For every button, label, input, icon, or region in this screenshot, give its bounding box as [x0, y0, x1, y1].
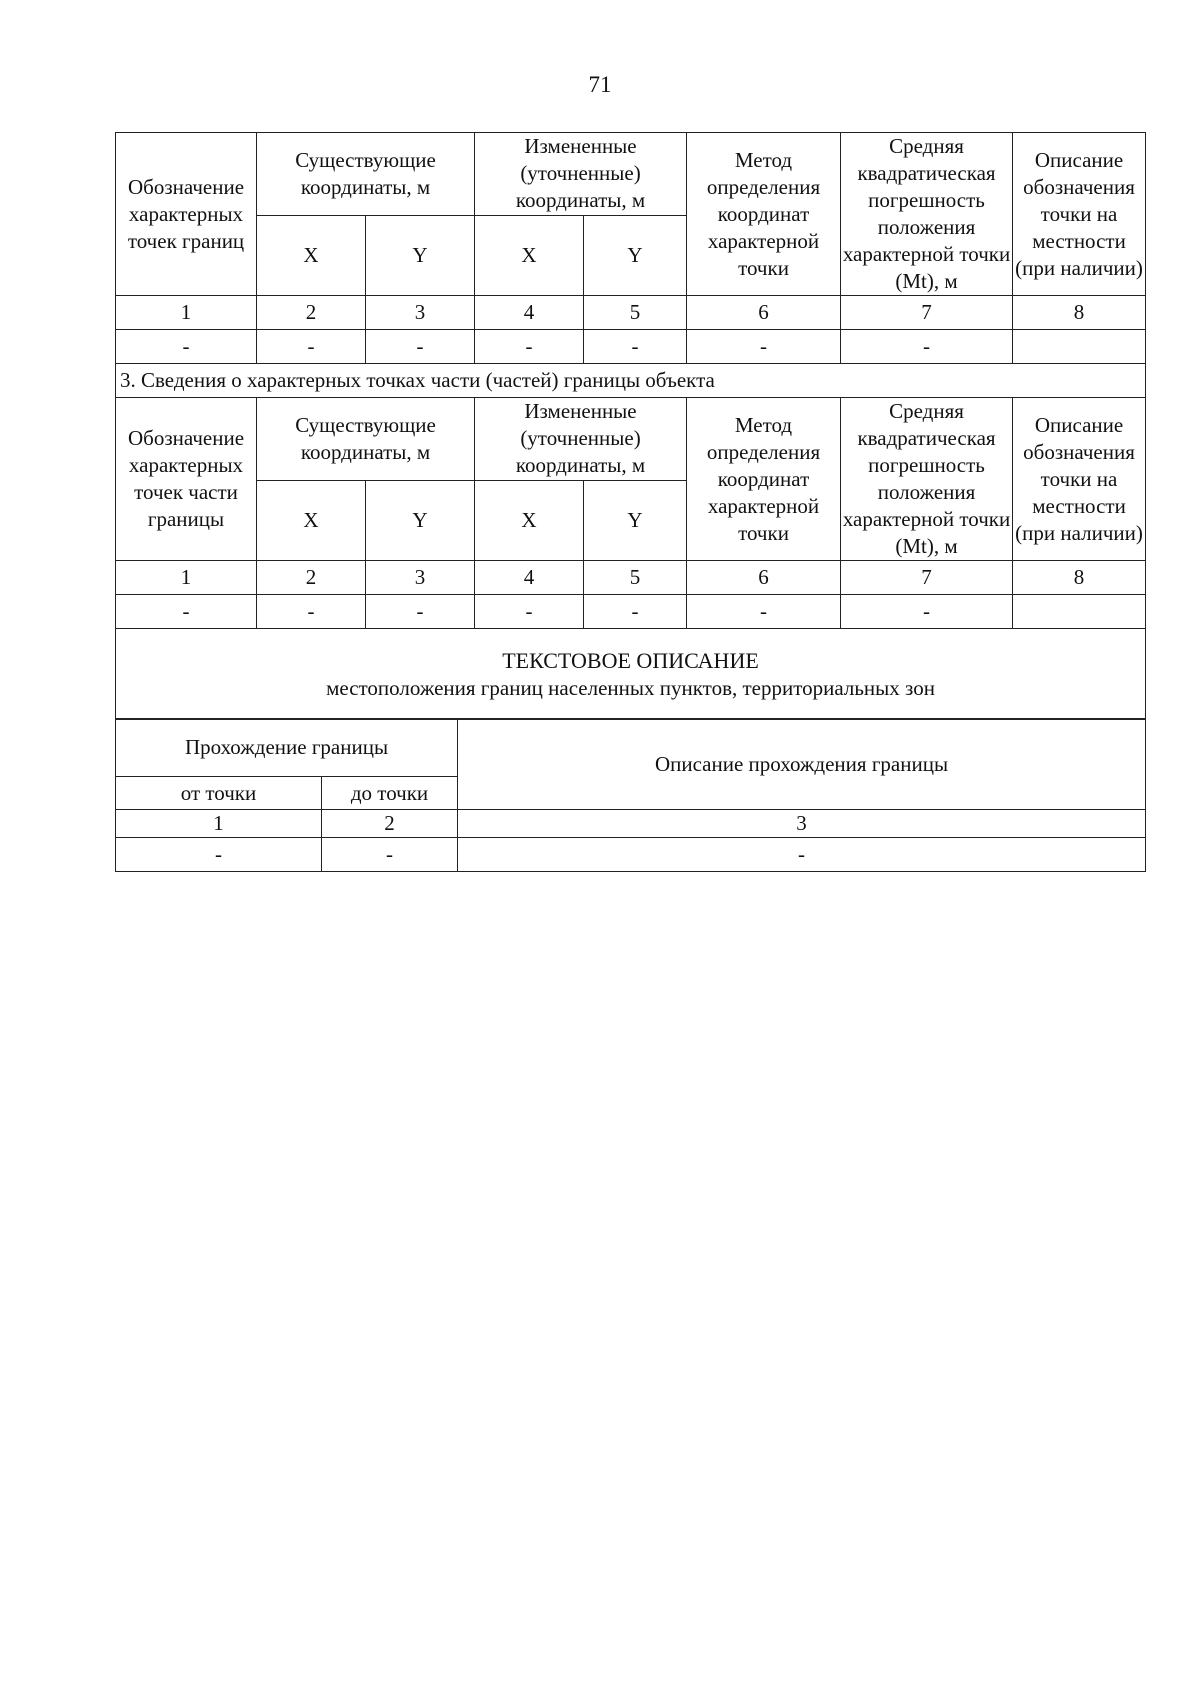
column-number: 5	[584, 296, 687, 330]
header-y-changed: Y	[584, 480, 687, 561]
header-passage-description: Описание прохождения границы	[458, 719, 1146, 810]
text-description-title	[116, 629, 1146, 720]
table-cell: -	[116, 595, 257, 629]
column-number: 6	[687, 561, 841, 595]
points-table	[115, 132, 1146, 720]
header-x-existing: X	[257, 215, 366, 296]
column-number: 5	[584, 561, 687, 595]
table-cell: -	[841, 330, 1013, 364]
column-number: 7	[841, 561, 1013, 595]
header-error: Средняя квадратическая погрешность положения характерной точки (Mt), м	[841, 133, 1013, 296]
column-number: 2	[257, 296, 366, 330]
header-x-changed: X	[475, 215, 584, 296]
table-cell: -	[841, 595, 1013, 629]
header-y-existing: Y	[366, 480, 475, 561]
header-passage: Прохождение границы	[116, 719, 458, 777]
table-cell: -	[475, 595, 584, 629]
header-y-existing: Y	[366, 215, 475, 296]
table-cell: -	[366, 595, 475, 629]
column-numbers-row	[116, 296, 1146, 330]
header-designation: Обозначение характерных точек части границы	[116, 398, 257, 561]
boundary-passage-table	[115, 718, 1146, 872]
header-description: Описание обозначения точки на местности (при наличии)	[1013, 133, 1146, 296]
page-number: 71	[588, 72, 612, 97]
header-method: Метод определения координат характерной точки	[687, 133, 841, 296]
header-error: Средняя квадратическая погрешность положения характерной точки (Mt), м	[841, 398, 1013, 561]
table-cell: -	[257, 330, 366, 364]
header-changed-coords: Измененные (уточненные) координаты, м	[475, 398, 687, 481]
header-y-changed: Y	[584, 215, 687, 296]
table-cell: -	[322, 838, 458, 872]
column-number: 8	[1013, 561, 1146, 595]
column-number: 6	[687, 296, 841, 330]
column-numbers-row	[116, 561, 1146, 595]
table-cell: -	[687, 595, 841, 629]
table-cell: -	[475, 330, 584, 364]
column-number: 4	[475, 561, 584, 595]
column-number: 1	[116, 561, 257, 595]
text-description-subheading: местоположения границ населенных пунктов, территориальных зон	[326, 676, 935, 700]
column-number: 3	[366, 561, 475, 595]
table-row	[116, 595, 1146, 629]
column-number: 2	[257, 561, 366, 595]
header-existing-coords: Существующие координаты, м	[257, 133, 475, 216]
table-cell: -	[257, 595, 366, 629]
header-description: Описание обозначения точки на местности (при наличии)	[1013, 398, 1146, 561]
table-cell: -	[584, 330, 687, 364]
header-changed-coords: Измененные (уточненные) координаты, м	[475, 133, 687, 216]
header-method: Метод определения координат характерной точки	[687, 398, 841, 561]
table-cell: -	[116, 838, 322, 872]
header-to-point: до точки	[322, 777, 458, 810]
column-numbers-row	[116, 810, 1146, 838]
column-number: 3	[366, 296, 475, 330]
table-cell: -	[687, 330, 841, 364]
table-row	[116, 838, 1146, 872]
column-number: 1	[116, 296, 257, 330]
text-description-heading: ТЕКСТОВОЕ ОПИСАНИЕ	[502, 648, 759, 673]
section-3-title: 3. Сведения о характерных точках части (частей) границы объекта	[116, 364, 1146, 398]
column-number: 2	[322, 810, 458, 838]
column-number: 4	[475, 296, 584, 330]
table-cell	[1013, 330, 1146, 364]
table-cell: -	[584, 595, 687, 629]
column-number: 7	[841, 296, 1013, 330]
header-from-point: от точки	[116, 777, 322, 810]
column-number: 8	[1013, 296, 1146, 330]
header-designation: Обозначение характерных точек границ	[116, 133, 257, 296]
table-cell: -	[116, 330, 257, 364]
table-row	[116, 330, 1146, 364]
header-x-changed: X	[475, 480, 584, 561]
header-existing-coords: Существующие координаты, м	[257, 398, 475, 481]
column-number: 1	[116, 810, 322, 838]
table-cell	[1013, 595, 1146, 629]
column-number: 3	[458, 810, 1146, 838]
header-x-existing: X	[257, 480, 366, 561]
table-cell: -	[366, 330, 475, 364]
table-cell: -	[458, 838, 1146, 872]
